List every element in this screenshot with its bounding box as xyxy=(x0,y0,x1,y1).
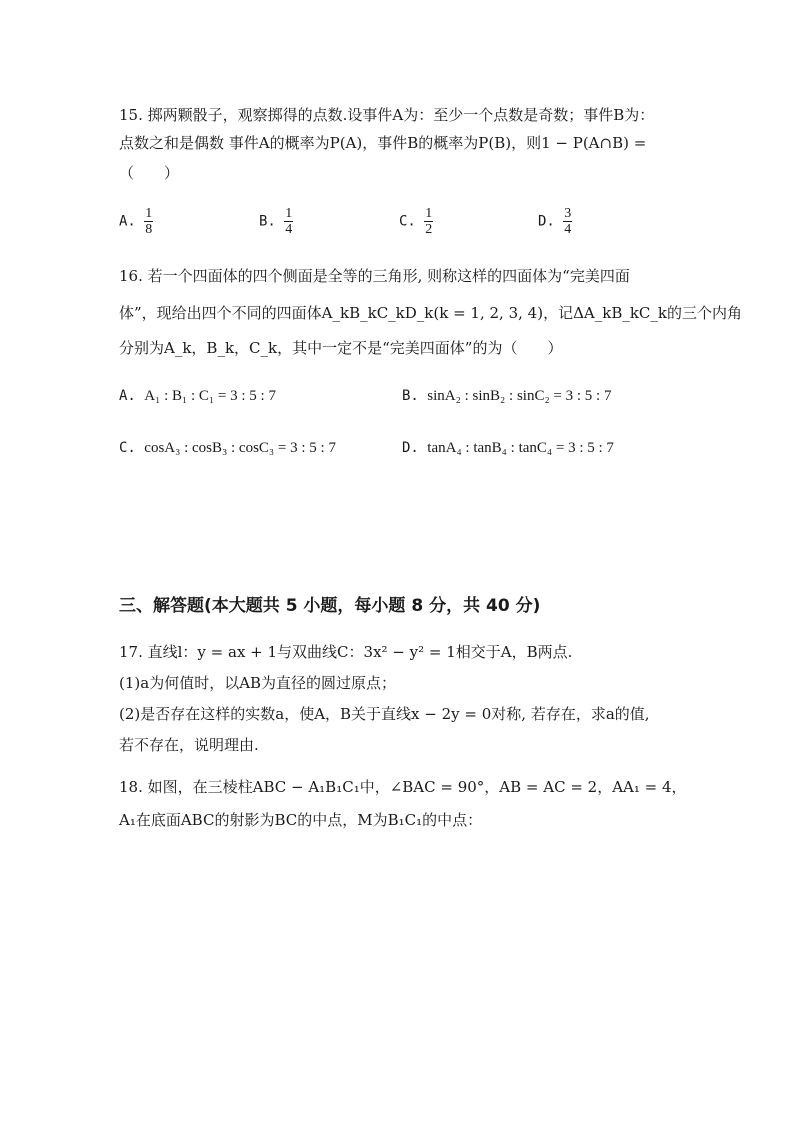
q16-line-3: 分别为A_k，B_k，C_k，其中一定不是“完美四面体”的为（ ） xyxy=(119,339,563,357)
q16-option-d-expression: tanA₄ : tanB₄ : tanC₄ = 3 : 5 : 7 xyxy=(427,440,614,456)
q16-option-b-label: B. xyxy=(402,388,419,404)
q16-option-a xyxy=(119,388,276,405)
q16-option-d-label: D. xyxy=(402,440,419,456)
q16-option-a-label: A. xyxy=(119,388,136,404)
q16-line-2: 体”，现给出四个不同的四面体A_kB_kC_kD_k(k = 1, 2, 3, 4)，记ΔA_kB_kC_k的三个内角 xyxy=(119,304,743,322)
q16-option-c xyxy=(119,440,336,457)
q15-option-b-label: B. xyxy=(259,213,276,230)
q15-option-a-fraction xyxy=(144,206,153,237)
q15-option-d-denominator: 4 xyxy=(564,222,572,237)
q15-option-c-label: C. xyxy=(399,213,416,230)
q15-option-d-fraction xyxy=(563,206,572,237)
q15-option-b-numerator: 1 xyxy=(285,206,293,221)
q15-line-2: 点数之和是偶数 事件A的概率为P(A)，事件B的概率为P(B)，则1 − P(A∩B) = xyxy=(119,134,647,152)
q15-option-c-denominator: 2 xyxy=(425,222,433,237)
q16-option-d xyxy=(402,440,614,457)
q15-option-d-label: D. xyxy=(538,213,555,230)
q16-option-c-label: C. xyxy=(119,440,136,456)
q15-option-b-denominator: 4 xyxy=(285,222,293,237)
q18-line-1: 18. 如图，在三棱柱ABC − A₁B₁C₁中，∠BAC = 90°，AB = AC = 2，AA₁ = 4， xyxy=(119,778,687,796)
q16-line-1: 16. 若一个四面体的四个侧面是全等的三角形, 则称这样的四面体为“完美四面 xyxy=(119,267,630,285)
q15-option-b xyxy=(259,206,293,237)
q15-option-a-denominator: 8 xyxy=(145,222,153,237)
q17-line-1: 17. 直线l：y = ax + 1与双曲线C：3x² − y² = 1相交于A，B两点. xyxy=(119,643,573,661)
q15-option-a xyxy=(119,206,153,237)
q15-option-a-label: A. xyxy=(119,213,136,230)
q15-option-d-numerator: 3 xyxy=(564,206,572,221)
q15-option-c-numerator: 1 xyxy=(425,206,433,221)
q15-option-d xyxy=(538,206,572,237)
q18-line-2: A₁在底面ABC的射影为BC的中点，M为B₁C₁的中点： xyxy=(119,811,483,829)
q17-line-4: 若不存在，说明理由. xyxy=(119,736,259,754)
q17-line-3: (2)是否存在这样的实数a，使A，B关于直线x − 2y = 0对称, 若存在，求a的值, xyxy=(119,705,650,723)
q15-line-1: 15. 掷两颗骰子，观察掷得的点数.设事件A为：至少一个点数是奇数；事件B为： xyxy=(119,106,655,124)
q15-option-b-fraction xyxy=(284,206,293,237)
section-heading: 三、解答题(本大题共 5 小题，每小题 8 分，共 40 分) xyxy=(119,596,541,616)
q16-option-b-expression: sinA₂ : sinB₂ : sinC₂ = 3 : 5 : 7 xyxy=(427,388,612,404)
q17-line-2: (1)a为何值时，以AB为直径的圆过原点； xyxy=(119,674,397,692)
q16-option-a-expression: A₁ : B₁ : C₁ = 3 : 5 : 7 xyxy=(144,388,276,404)
q15-line-3: （ ） xyxy=(119,164,180,182)
q15-option-c-fraction xyxy=(424,206,433,237)
q15-option-c xyxy=(399,206,433,237)
q16-option-c-expression: cosA₃ : cosB₃ : cosC₃ = 3 : 5 : 7 xyxy=(144,440,336,456)
q15-option-a-numerator: 1 xyxy=(145,206,153,221)
q16-option-b xyxy=(402,388,611,405)
